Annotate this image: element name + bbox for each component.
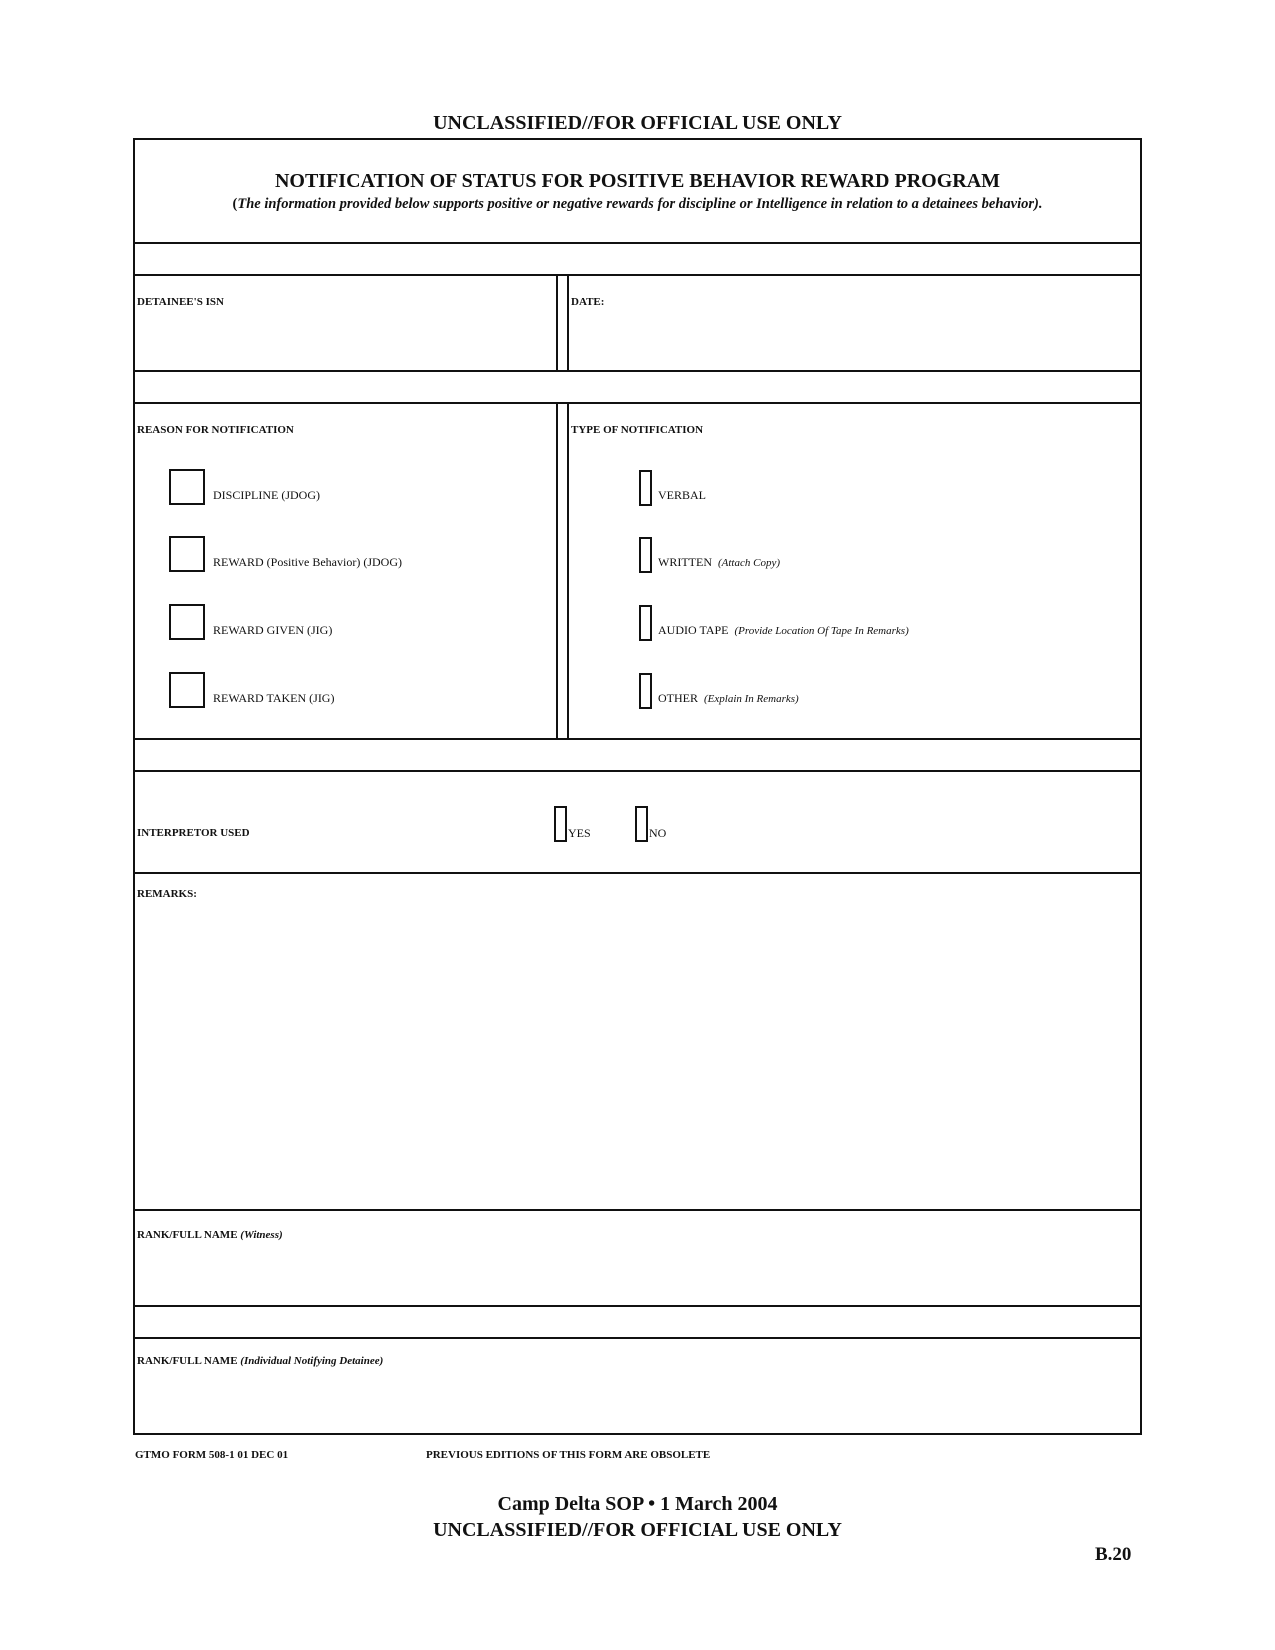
other-option-note: (Explain In Remarks) bbox=[704, 693, 799, 705]
audio-tape-checkbox[interactable] bbox=[639, 605, 652, 641]
form-number: GTMO FORM 508-1 01 DEC 01 bbox=[135, 1449, 289, 1461]
verbal-checkbox[interactable] bbox=[639, 470, 652, 506]
reward-positive-option-label: REWARD (Positive Behavior) (JDOG) bbox=[213, 555, 402, 569]
interpreter-label: INTERPRETOR USED bbox=[137, 827, 250, 839]
witness-field-box[interactable] bbox=[133, 1209, 1142, 1307]
reward-taken-option-label: REWARD TAKEN (JIG) bbox=[213, 691, 335, 705]
form-subtitle bbox=[135, 196, 1140, 213]
notifier-label-group bbox=[137, 1355, 383, 1367]
interpreter-yes-checkbox[interactable] bbox=[554, 806, 567, 842]
isn-label: DETAINEE'S ISN bbox=[137, 296, 224, 308]
verbal-option-label: VERBAL bbox=[658, 488, 706, 502]
isn-field-box[interactable] bbox=[133, 274, 558, 372]
footer-sop-line: Camp Delta SOP • 1 March 2004 bbox=[497, 1493, 778, 1515]
type-section bbox=[567, 402, 1142, 740]
discipline-checkbox[interactable] bbox=[169, 469, 205, 505]
other-option bbox=[658, 691, 799, 706]
reason-label: REASON FOR NOTIFICATION bbox=[137, 424, 294, 436]
audio-tape-option-label: AUDIO TAPE bbox=[658, 623, 729, 637]
interpreter-yes-label: YES bbox=[568, 826, 591, 840]
interpreter-section bbox=[133, 770, 1142, 874]
other-checkbox[interactable] bbox=[639, 673, 652, 709]
top-classification-banner: UNCLASSIFIED//FOR OFFICIAL USE ONLY bbox=[433, 112, 842, 134]
verbal-option bbox=[658, 488, 706, 503]
page-number: B.20 bbox=[1095, 1544, 1132, 1565]
interpreter-no-label: NO bbox=[649, 826, 667, 840]
spacer-row-2 bbox=[133, 370, 1142, 404]
notifier-note: (Individual Notifying Detainee) bbox=[240, 1355, 384, 1367]
subtitle-open-paren: ( bbox=[232, 196, 238, 212]
date-field-box[interactable] bbox=[567, 274, 1142, 372]
spacer-row-3 bbox=[133, 738, 1142, 772]
notifier-label: RANK/FULL NAME bbox=[137, 1355, 238, 1367]
discipline-option-label: DISCIPLINE (JDOG) bbox=[213, 488, 320, 502]
footer-classification-banner: UNCLASSIFIED//FOR OFFICIAL USE ONLY bbox=[433, 1519, 842, 1541]
interpreter-no-checkbox[interactable] bbox=[635, 806, 648, 842]
spacer-row-1 bbox=[133, 242, 1142, 276]
spacer-row-4 bbox=[133, 1305, 1142, 1339]
subtitle-text: The information provided below supports positive or negative rewards for discipline or Intelligence in relation to a detainees behavior). bbox=[237, 196, 1043, 212]
audio-tape-option bbox=[658, 623, 909, 638]
reason-section bbox=[133, 402, 558, 740]
written-option bbox=[658, 555, 780, 570]
type-label: TYPE OF NOTIFICATION bbox=[571, 424, 704, 436]
remarks-label: REMARKS: bbox=[137, 888, 197, 900]
form-header-box bbox=[133, 138, 1142, 244]
notifier-field-box[interactable] bbox=[133, 1337, 1142, 1435]
reward-given-checkbox[interactable] bbox=[169, 604, 205, 640]
reward-given-option-label: REWARD GIVEN (JIG) bbox=[213, 623, 333, 637]
written-checkbox[interactable] bbox=[639, 537, 652, 573]
written-option-label: WRITTEN bbox=[658, 555, 712, 569]
form-title: NOTIFICATION OF STATUS FOR POSITIVE BEHAVIOR REWARD PROGRAM bbox=[274, 170, 1001, 192]
witness-label: RANK/FULL NAME bbox=[137, 1229, 238, 1241]
remarks-field-box[interactable] bbox=[133, 872, 1142, 1211]
witness-label-group bbox=[137, 1229, 283, 1241]
audio-tape-option-note: (Provide Location Of Tape In Remarks) bbox=[734, 625, 909, 637]
witness-note: (Witness) bbox=[240, 1229, 283, 1241]
written-option-note: (Attach Copy) bbox=[717, 557, 780, 569]
date-label: DATE: bbox=[571, 296, 605, 308]
reward-taken-checkbox[interactable] bbox=[169, 672, 205, 708]
other-option-label: OTHER bbox=[658, 691, 698, 705]
obsolete-note: PREVIOUS EDITIONS OF THIS FORM ARE OBSOLETE bbox=[426, 1449, 711, 1461]
reward-positive-checkbox[interactable] bbox=[169, 536, 205, 572]
